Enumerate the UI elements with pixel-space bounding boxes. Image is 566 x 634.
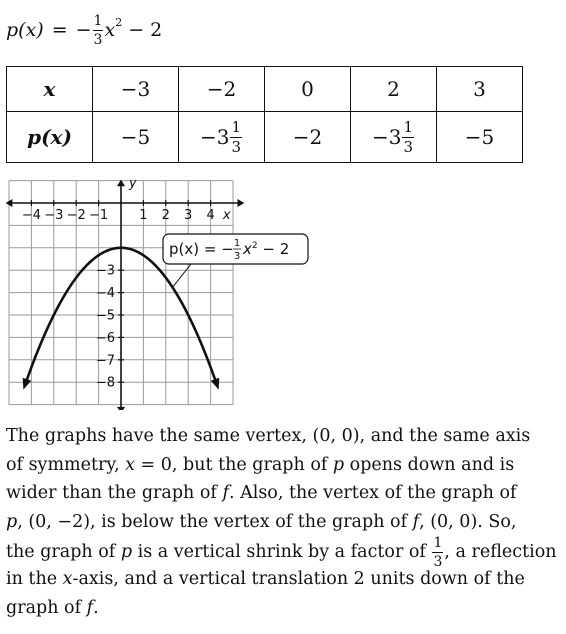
table-row-x <box>7 67 523 112</box>
equation-variable: x <box>104 19 116 41</box>
x-tick-label: −4 <box>21 208 41 223</box>
equation-exponent: 2 <box>115 15 123 29</box>
explanation-line <box>6 565 562 594</box>
text-run: graph of <box>6 597 87 618</box>
text-run: is a vertical shrink by a factor of <box>132 542 432 563</box>
explanation-line <box>6 535 562 571</box>
text-run: wider than the graph of <box>6 483 223 504</box>
text-italic: x <box>125 454 135 475</box>
values-table <box>6 66 523 163</box>
text-run: = 0, but the graph of <box>134 454 333 475</box>
text-italic: p <box>332 454 345 475</box>
mixed-whole: −3 <box>371 125 402 149</box>
parabola-graph <box>6 180 316 410</box>
text-run: The graphs have the same vertex, (0, 0), and the same axis <box>6 426 531 446</box>
text-run: , (0, 0). So, <box>419 511 517 532</box>
explanation-line <box>6 508 562 537</box>
mixed-number <box>199 117 243 156</box>
text-italic: f <box>222 483 229 504</box>
mixed-whole: −3 <box>199 125 230 149</box>
x-tick-label: 4 <box>206 208 215 223</box>
text-run: , a reflection <box>444 542 557 563</box>
text-run: . Also, the vertex of the graph of <box>228 483 517 504</box>
text-run: -axis, and a vertical translation 2 units down of the <box>72 568 525 589</box>
x-tick-label: −2 <box>66 208 86 223</box>
function-equation <box>6 8 162 52</box>
callout-tail <box>242 240 289 258</box>
table-cell-x: −3 <box>93 67 179 112</box>
callout-lhs: p(x) = − <box>169 240 234 258</box>
equation-equals: = <box>51 19 68 41</box>
fraction-numerator: 1 <box>93 12 103 29</box>
table-cell-p: −5 <box>437 112 523 163</box>
explanation-line <box>6 594 562 623</box>
table-cell-p: −5 <box>93 112 179 163</box>
fraction-denominator: 3 <box>231 137 242 156</box>
explanation-line <box>6 479 562 508</box>
table-cell-p: −2 <box>265 112 351 163</box>
fraction-numerator: 1 <box>403 117 414 136</box>
explanation-line <box>6 451 562 480</box>
equation-lhs: p(x) <box>6 19 44 41</box>
y-tick-label: −3 <box>95 263 115 279</box>
fraction-numerator: 1 <box>433 535 443 552</box>
callout-variable: x <box>243 240 252 258</box>
text-italic: p <box>120 542 133 563</box>
fraction-denominator: 3 <box>403 137 414 156</box>
text-run: of symmetry, <box>6 454 126 475</box>
y-tick-label: −8 <box>95 375 115 391</box>
y-tick-label: −5 <box>95 308 115 324</box>
x-tick-label: 1 <box>139 208 148 223</box>
y-tick-label: −6 <box>95 330 115 346</box>
x-tick-label: −1 <box>89 208 109 223</box>
equation-negative: − <box>75 19 92 41</box>
table-cell-x: 2 <box>351 67 437 112</box>
graph-tick-labels <box>22 180 231 391</box>
mixed-fraction <box>230 117 242 156</box>
explanation-paragraph <box>6 422 562 622</box>
fraction-numerator: 1 <box>231 117 242 136</box>
table-row-p <box>7 112 523 163</box>
x-axis-label: x <box>222 208 231 223</box>
fraction-denominator: 3 <box>93 31 103 48</box>
equation-fraction <box>93 14 104 47</box>
function-callout <box>163 234 308 287</box>
text-run: , (0, −2), is below the vertex of the graph of <box>17 511 413 532</box>
curve-arrowhead <box>23 378 31 390</box>
table-cell-x: 3 <box>437 67 523 112</box>
table-header-p: p(x) <box>7 112 93 163</box>
y-tick-label: −7 <box>95 353 115 369</box>
text-run: . <box>93 597 99 618</box>
table-cell-x: −2 <box>179 67 265 112</box>
curve-arrowhead <box>211 378 219 390</box>
y-tick-label: −4 <box>95 286 115 302</box>
mixed-number <box>371 117 415 156</box>
explanation-line <box>6 422 562 451</box>
y-axis-label: y <box>129 180 137 191</box>
fraction-denominator: 3 <box>433 554 443 571</box>
table-header-x: x <box>7 67 93 112</box>
text-italic: f <box>86 597 94 618</box>
text-italic: x <box>62 568 73 589</box>
callout-label <box>169 240 234 258</box>
mixed-fraction <box>402 117 414 156</box>
callout-constant: − 2 <box>257 240 290 258</box>
x-tick-label: −3 <box>44 208 64 223</box>
x-axis-arrow <box>237 199 244 207</box>
text-run: in the <box>6 568 63 589</box>
text-italic: p <box>6 511 18 532</box>
table-cell-p <box>179 112 265 163</box>
callout-denominator: 3 <box>233 251 241 262</box>
equation-constant: − 2 <box>128 19 163 41</box>
x-tick-label: 3 <box>184 208 193 223</box>
table-cell-p <box>351 112 437 163</box>
text-run: the graph of <box>6 542 121 563</box>
table-cell-x: 0 <box>265 67 351 112</box>
callout-exponent: 2 <box>251 241 258 251</box>
text-italic: f <box>412 511 420 532</box>
y-axis-arrow-bottom <box>117 407 125 410</box>
text-run: opens down and is <box>344 454 515 475</box>
x-tick-label: 2 <box>161 208 170 223</box>
callout-numerator: 1 <box>233 238 241 249</box>
